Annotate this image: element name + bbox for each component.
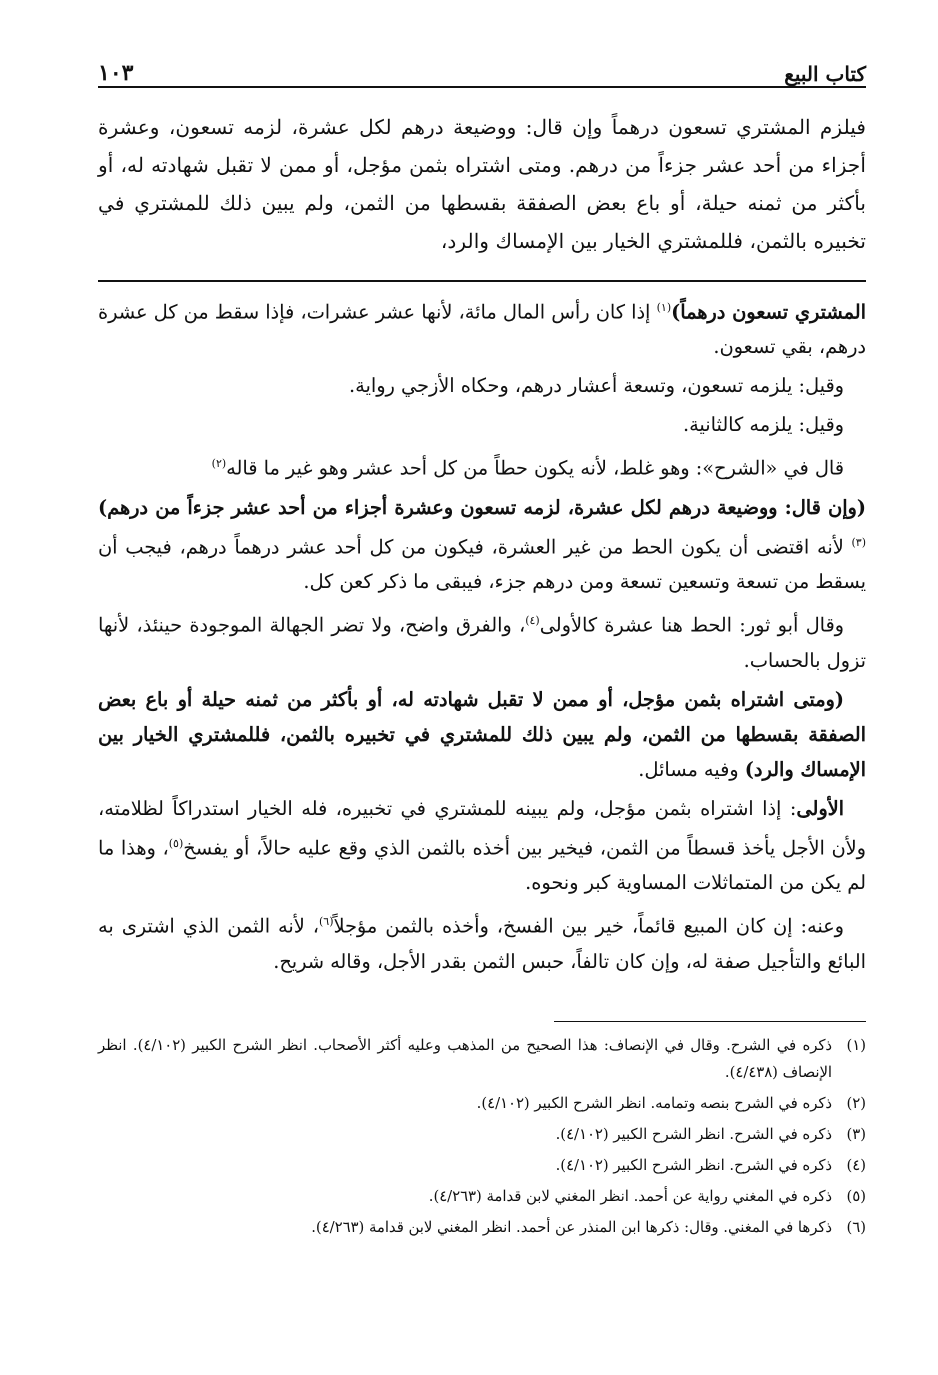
footnote-number: (٢): [846, 1094, 866, 1112]
main-text-block: [98, 108, 866, 260]
footnote-ref[interactable]: (٢): [211, 457, 227, 471]
book-page: [98, 52, 866, 1245]
commentary-paragraph-6: [98, 603, 866, 677]
commentary-paragraph-2: وقيل: يلزمه تسعون، وتسعة أعشار درهم، وحكاه الأزجي رواية.: [349, 374, 844, 398]
commentary-text: وقال أبو ثور: الحط هنا عشرة كالأولى: [539, 613, 844, 637]
main-paragraph: فيلزم المشتري تسعون درهماً وإن قال: ووضيعة درهم لكل عشرة، لزمه تسعون، وعشرة أجزاء من أحد عشر جزءاً من درهم. ومتى اشتراه بثمن مؤجل، أو ممن لا تقبل شهادته له، أو بأكثر من ثمنه حيلة، أو باع بعض الصفقة بقسطها من الثمن، ولم يبين ذلك للمشتري في تخبيره بالثمن، فللمشتري الخيار بين الإمساك والرد،: [98, 115, 866, 253]
commentary-paragraph-3: وقيل: يلزمه كالثانية.: [682, 413, 844, 437]
footnote-text: ذكره في الشرح. وقال في الإنصاف: هذا الصحيح من المذهب وعليه أكثر الأصحاب. انظر الشرح الكبير (٤/١٠٢). انظر الإنصاف (٤/٤٣٨).: [98, 1036, 833, 1081]
footnote-number: (٥): [846, 1187, 866, 1205]
issue-heading: الأولى: [796, 796, 844, 820]
footnote-item: [98, 1032, 866, 1086]
commentary-block: [98, 290, 866, 979]
footnotes: [98, 1032, 866, 1241]
footnote-text: ذكرها في المغني. وقال: ذكرها ابن المنذر عن أحمد. انظر المغني لابن قدامة (٤/٢٦٣).: [311, 1218, 832, 1236]
footnote-item: [98, 1214, 866, 1241]
footnote-number: (٦): [846, 1218, 866, 1236]
commentary-paragraph-4: [98, 446, 866, 485]
commentary-paragraph-1: [98, 290, 866, 364]
commentary-text: ، والفرق واضح، ولا تضر الجهالة الموجودة حينئذ، لأنها تزول بالحساب.: [98, 613, 866, 672]
commentary-text: إذا كان رأس المال مائة، لأنها عشر عشرات، فإذا سقط من كل عشرة درهم، بقي تسعون.: [98, 300, 866, 359]
footnote-text: ذكره في الشرح. انظر الشرح الكبير (٤/١٠٢).: [555, 1156, 832, 1174]
commentary-text: ، وهذا ما لم يكن من المتماثلات المساوية كبر ونحوه.: [98, 836, 866, 895]
commentary-text: قال في «الشرح»: وهو غلط، لأنه يكون حطاً من كل أحد عشر وهو غير ما قاله: [226, 456, 844, 480]
section-divider: [98, 280, 866, 282]
footnote-number: (١): [846, 1036, 866, 1054]
footnote-item: [98, 1090, 866, 1117]
footnote-item: [98, 1121, 866, 1148]
commentary-text: ، لأنه الثمن الذي اشترى به البائع والتأجيل صفة له، وإن كان تالفاً، حبس الثمن بقدر الأجل، وقاله شريح.: [98, 914, 866, 973]
footnote-number: (٣): [846, 1125, 866, 1143]
running-header: [98, 52, 866, 88]
commentary-paragraph-7: [98, 682, 866, 787]
footnote-text: ذكره في المغني رواية عن أحمد. انظر المغني لابن قدامة (٤/٢٦٣).: [428, 1187, 832, 1205]
footnote-ref[interactable]: (١): [656, 301, 672, 314]
commentary-paragraph-8: [98, 791, 866, 900]
footnote-ref[interactable]: (٥): [168, 836, 184, 850]
footnote-number: (٤): [846, 1156, 866, 1174]
quoted-text: (ومتى اشتراه بثمن مؤجل، أو ممن لا تقبل شهادته له، أو بأكثر من ثمنه حيلة أو باع بعض الصفقة بقسطها من الثمن، ولم يبين ذلك للمشتري في تخبيره بالثمن، فللمشتري الخيار بين الإمساك والرد): [98, 687, 866, 781]
commentary-text: وفيه مسائل.: [638, 757, 745, 781]
footnote-divider: [554, 1021, 866, 1022]
chapter-title: كتاب البيع: [784, 62, 866, 86]
footnote-ref[interactable]: (٤): [525, 614, 540, 628]
commentary-paragraph-5: [98, 490, 866, 599]
quoted-text: (وإن قال: ووضيعة درهم لكل عشرة، لزمه تسعون وعشرة أجزاء من أحد عشر جزءاً من درهم): [98, 495, 866, 519]
quoted-text: المشتري تسعون درهماً): [671, 300, 866, 324]
commentary-text: : إذا اشتراه بثمن مؤجل، ولم يبينه للمشتري في تخبيره، فله الخيار استدراكاً لظلامته، ولأن الأجل يأخذ قسطاً من الثمن، فيخير بين أخذه بالثمن الذي وقع عليه حالاً، أو يفسخ: [98, 796, 866, 860]
commentary-paragraph-9: [98, 904, 866, 978]
footnote-text: ذكره في الشرح. انظر الشرح الكبير (٤/١٠٢).: [555, 1125, 832, 1143]
commentary-text: وعنه: إن كان المبيع قائماً، خير بين الفسخ، وأخذه بالثمن مؤجلاً: [333, 914, 844, 938]
page-number: ١٠٣: [98, 60, 134, 86]
commentary-text: لأنه اقتضى أن يكون الحط من غير العشرة، فيكون من كل أحد عشر درهماً درهم، فيجب أن يسقط من تسعة وتسعين تسعة ومن درهم جزء، فيبقى ما ذكر كعن كل.: [98, 535, 866, 594]
footnote-ref[interactable]: (٣): [851, 535, 866, 549]
footnote-ref[interactable]: (٦): [318, 915, 334, 929]
footnote-item: [98, 1183, 866, 1210]
footnote-item: [98, 1152, 866, 1179]
footnote-text: ذكره في الشرح بنصه وتمامه. انظر الشرح الكبير (٤/١٠٢).: [476, 1094, 832, 1112]
